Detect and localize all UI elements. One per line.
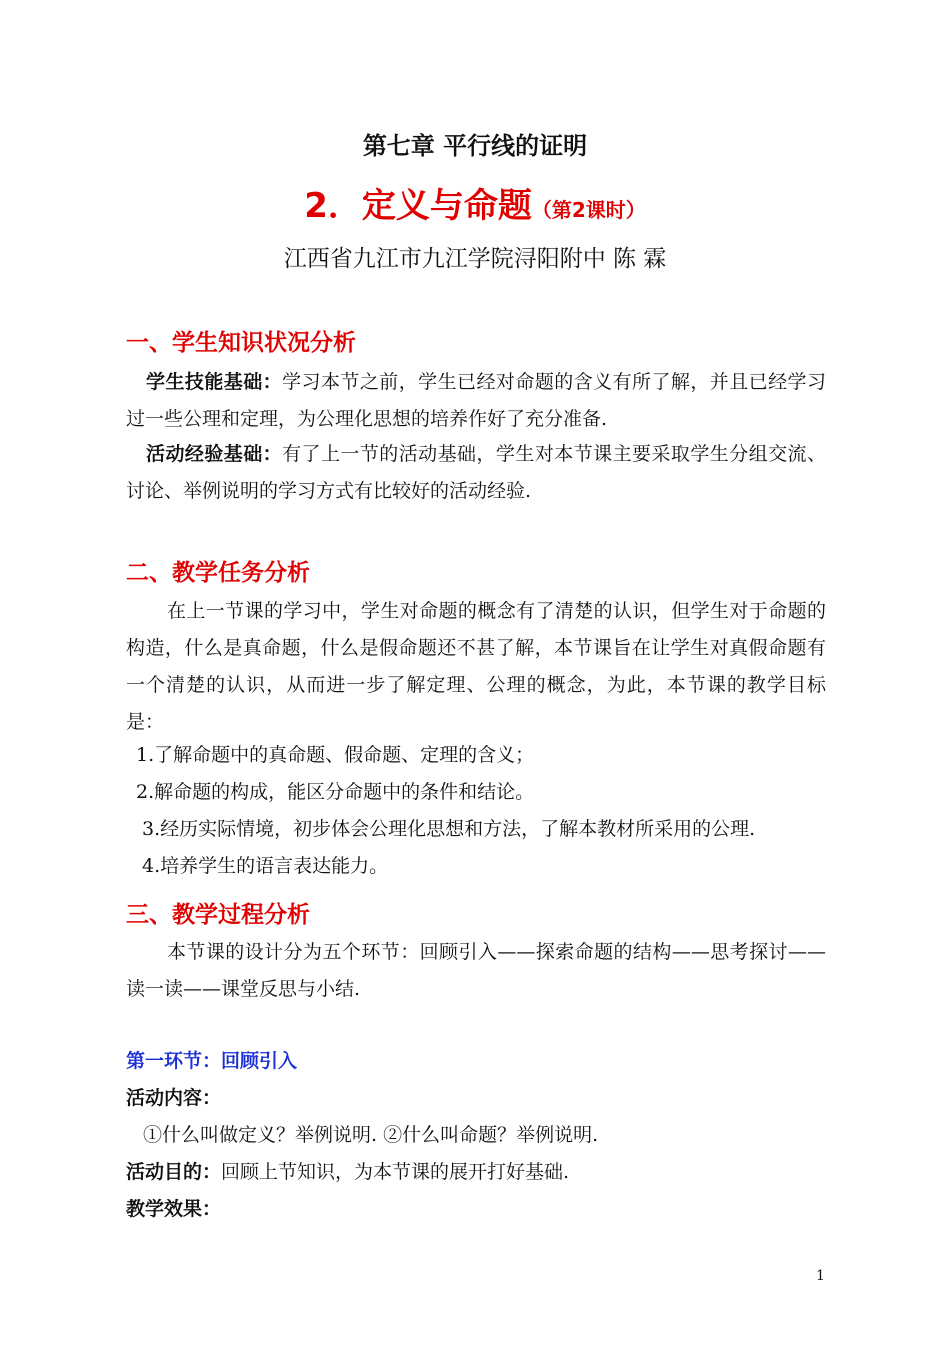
activity-purpose-label: 活动目的： (126, 1161, 222, 1183)
author-line: 江西省九江市九江学院浔阳附中 陈 霖 (283, 246, 667, 272)
activity-basis-label: 活动经验基础： (146, 443, 283, 465)
goal-item-4: 4.培养学生的语言表达能力。 (142, 855, 389, 877)
stage1-heading: 第一环节：回顾引入 (126, 1050, 298, 1072)
activity-purpose-line (126, 1157, 569, 1184)
activity-purpose-text: 回顾上节知识，为本节课的展开打好基础. (221, 1161, 570, 1183)
activity-basis-text: 有了上一节的活动基础，学生对本节课主要采取学生分组交流、讨论、举例说明的学习方式有比较好的活动经验. (126, 443, 826, 502)
skill-basis-paragraph (126, 364, 826, 438)
goal-item-2: 2.解命题的构成，能区分命题中的条件和结论。 (136, 781, 535, 803)
task-analysis-paragraph: 在上一节课的学习中，学生对命题的概念有了清楚的认识，但学生对于命题的构造，什么是真命题，什么是假命题还不甚了解，本节课旨在让学生对真假命题有一个清楚的认识，从而进一步了解定理、公理的概念，为此，本节课的教学目标是： (126, 600, 826, 733)
activity-content-text: ①什么叫做定义？举例说明. ②什么叫命题？举例说明. (143, 1124, 599, 1146)
lesson-name: 2．定义与命题 (304, 186, 532, 226)
lesson-period: （第2课时） (531, 198, 646, 222)
section1-heading: 一、学生知识状况分析 (126, 330, 356, 356)
teaching-effect-label: 教学效果： (126, 1198, 222, 1220)
process-paragraph: 本节课的设计分为五个环节：回顾引入——探索命题的结构——思考探讨——读一读——课堂反思与小结. (126, 941, 826, 1000)
skill-basis-text: 学习本节之前，学生已经对命题的含义有所了解，并且已经学习过一些公理和定理，为公理化思想的培养作好了充分准备. (126, 371, 826, 430)
section3-heading: 三、教学过程分析 (126, 902, 310, 928)
goal-item-1: 1.了解命题中的真命题、假命题、定理的含义； (136, 744, 535, 766)
lesson-title (0, 178, 950, 227)
activity-basis-paragraph (126, 436, 826, 510)
skill-basis-label: 学生技能基础： (146, 371, 283, 393)
chapter-title: 第七章 平行线的证明 (362, 132, 588, 160)
goal-item-3: 3.经历实际情境，初步体会公理化思想和方法，了解本教材所采用的公理. (142, 818, 756, 840)
page-number: 1 (816, 1268, 825, 1284)
section2-heading: 二、教学任务分析 (126, 560, 310, 586)
activity-content-label: 活动内容： (126, 1087, 222, 1109)
